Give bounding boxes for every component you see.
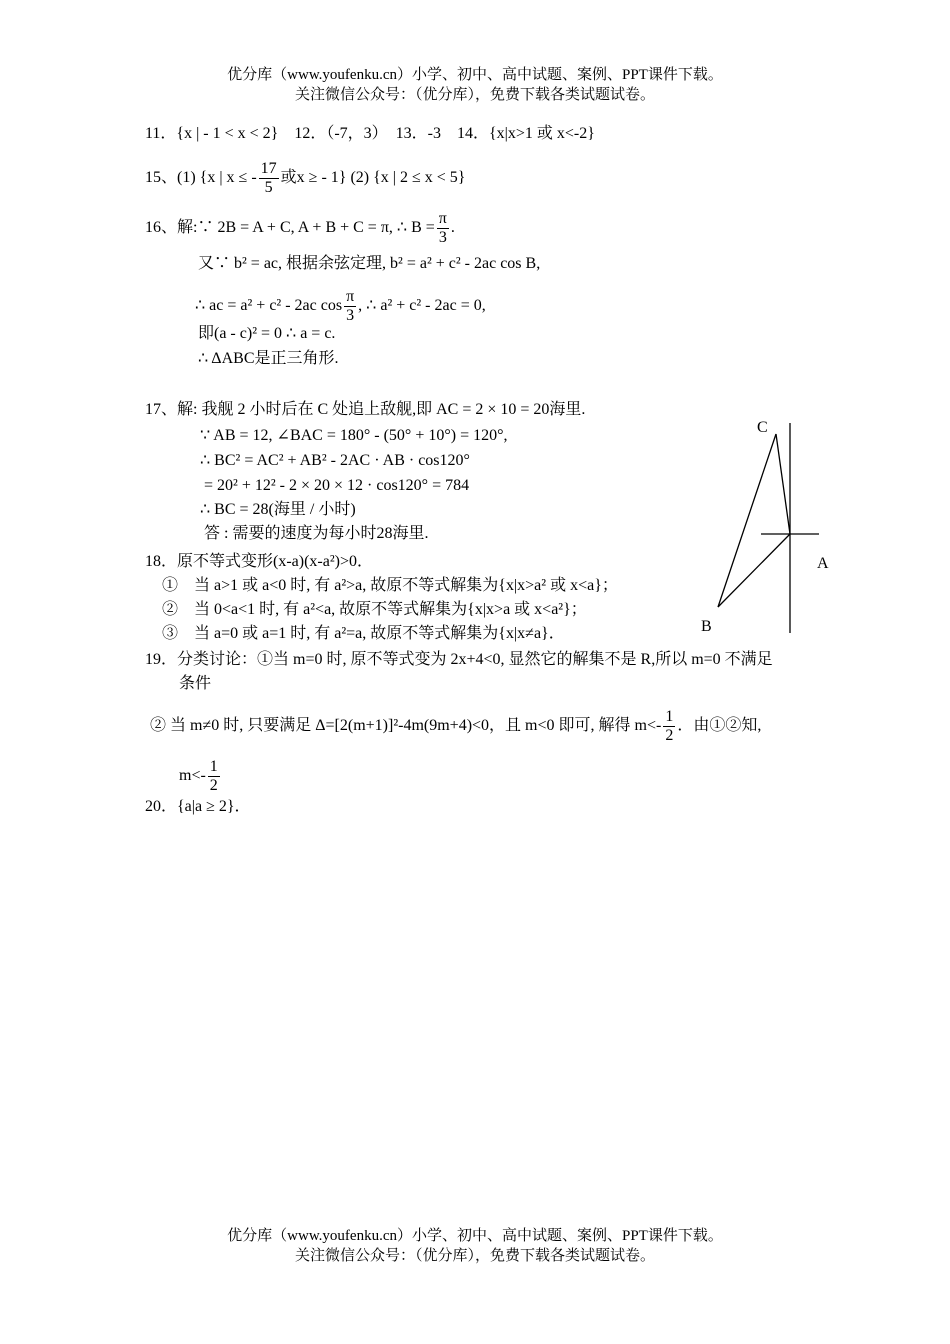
answer-17-line-6: 答 : 需要的速度为每小时28海里. [204, 525, 429, 542]
answer-18-line-0: 18．原不等式变形(x-a)(x-a²)>0． [145, 553, 373, 570]
footer-line-2: 关注微信公众号：（优分库），免费下载各类试题试卷。 [294, 1248, 655, 1264]
fraction-denominator: 5 [264, 179, 273, 196]
answer-19-l3-prefix: ② 当 m≠0 时, 只要满足 Δ=[2(m+1)]²-4m(9m+4)<0，且 m<0 即可, 解得 m<- [150, 717, 662, 735]
answer-16-l3-prefix: ∴ ac = a² + c² - 2ac cos [195, 297, 343, 315]
answer-15-suffix: 或x ≥ - 1} (2) {x | 2 ≤ x < 5} [280, 169, 466, 187]
answer-17-line-3: ∴ BC² = AC² + AB² - 2AC · AB · cos120° [200, 452, 470, 469]
fraction-denominator: 3 [438, 229, 447, 246]
fraction-denominator: 2 [665, 727, 674, 744]
answer-19-line-4 [179, 758, 222, 795]
fraction-denominator: 2 [209, 777, 218, 794]
answer-17-line-5: ∴ BC = 28(海里 / 小时) [200, 501, 356, 518]
side-ca [776, 434, 790, 534]
label-c: C [757, 419, 768, 436]
answer-17-line-1: 17、解: 我舰 2 小时后在 C 处追上敌舰,即 AC = 2 × 10 = 20海里. [145, 401, 586, 418]
answer-18-case-3: ③ 当 a=0 或 a=1 时, 有 a²=a, 故原不等式解集为{x|x≠a}． [162, 625, 565, 642]
answer-18-case-2: ② 当 0<a<1 时, 有 a²<a, 故原不等式解集为{x|x>a 或 x<a²}； [162, 601, 587, 618]
label-b: B [701, 618, 712, 635]
answer-15-prefix: 15、(1) {x | x ≤ - [145, 169, 257, 187]
answer-19-line-2: 条件 [179, 675, 212, 692]
fraction-pi-3 [344, 288, 356, 325]
answer-16-line-4: 即(a - c)² = 0 ∴ a = c. [198, 325, 336, 342]
answer-16-line-3 [195, 288, 486, 325]
fraction-17-5 [259, 160, 279, 197]
fraction-pi-3 [437, 210, 449, 247]
header-line-2: 关注微信公众号：（优分库），免费下载各类试题试卷。 [294, 87, 655, 103]
answer-16-l1-prefix: 16、解:∵ 2B = A + C, A + B + C = π, ∴ B = [145, 219, 435, 237]
fraction-1-2 [208, 758, 220, 795]
footer-line-1: 优分库（www.youfenku.cn）小学、初中、高中试题、案例、PPT课件下载。 [227, 1228, 723, 1244]
triangle-figure [690, 410, 840, 640]
answer-19-l4-prefix: m<- [179, 767, 206, 785]
fraction-numerator: π [346, 288, 355, 305]
fraction-numerator: π [438, 210, 447, 227]
fraction-numerator: 17 [260, 160, 277, 177]
fraction-numerator: 1 [209, 758, 218, 775]
answer-17-line-4: = 20² + 12² - 2 × 20 × 12 · cos120° = 784 [204, 477, 470, 494]
answer-19-l3-suffix: ．由①②知, [677, 717, 762, 735]
fraction-1-2 [663, 708, 675, 745]
answer-11-14: 11．{x | - 1 < x < 2} 12．（-7，3） 13．-3 14．{x|x>1 或 x<-2} [145, 125, 595, 142]
fraction-numerator: 1 [665, 708, 674, 725]
answer-20: 20．{a|a ≥ 2}． [145, 798, 251, 815]
answer-17-line-2: ∵ AB = 12, ∠BAC = 180° - (50° + 10°) = 120°, [200, 427, 508, 444]
side-cb [718, 434, 776, 607]
answer-19-line-1: 19．分类讨论：①当 m=0 时, 原不等式变为 2x+4<0, 显然它的解集不是 R,所以 m=0 不满足 [145, 651, 773, 668]
answer-16-l1-suffix: . [450, 219, 455, 237]
side-ba [718, 534, 790, 607]
answer-15 [145, 160, 465, 197]
header-line-1: 优分库（www.youfenku.cn）小学、初中、高中试题、案例、PPT课件下载。 [227, 67, 723, 83]
answer-16-line-2: 又∵ b² = ac, 根据余弦定理, b² = a² + c² - 2ac cos B, [198, 255, 541, 272]
answer-16-l3-suffix: , ∴ a² + c² - 2ac = 0, [358, 297, 486, 315]
answer-16-line-5: ∴ ΔABC是正三角形. [198, 350, 339, 367]
answer-16-line-1 [145, 210, 455, 247]
fraction-denominator: 3 [346, 307, 355, 324]
answer-18-case-1: ① 当 a>1 或 a<0 时, 有 a²>a, 故原不等式解集为{x|x>a² 或 x<a}； [162, 577, 618, 594]
label-a: A [817, 555, 829, 572]
answer-19-line-3 [150, 708, 761, 745]
